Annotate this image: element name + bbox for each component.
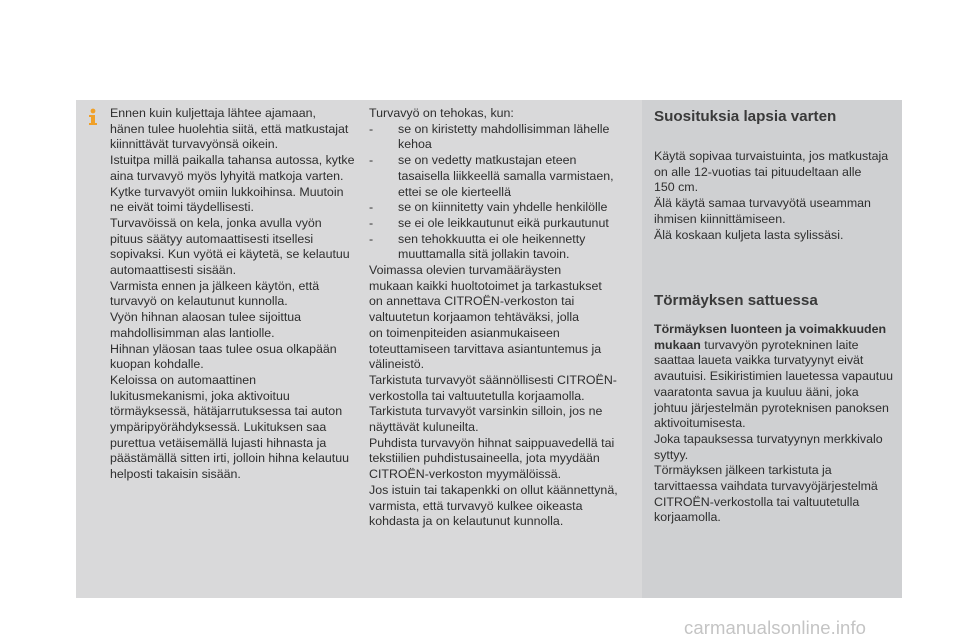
text-line: CITROËN-verkostolla tai valtuutetulla: [654, 494, 860, 509]
collision-bold-line: Törmäyksen luonteen ja voimakkuuden: [654, 322, 887, 336]
bullet-line: [369, 169, 641, 185]
bullet-line: [369, 216, 641, 232]
text-line: helposti takaisin sisään.: [110, 467, 241, 482]
text-line: näyttävät kuluneilta.: [369, 420, 479, 435]
text-line: Voimassa olevien turvamääräysten: [369, 263, 562, 278]
text-line: verkostolla tai valtuutetulla korjaamolla.: [369, 388, 585, 403]
text-line: saattaa laueta vaikka turvatyynyt eivät: [654, 353, 864, 368]
text-line: sopivaksi. Kun vyötä ei käytetä, se kelautuu: [110, 247, 350, 262]
bullet-line: [369, 153, 641, 169]
bullet-dash: -: [369, 215, 374, 230]
text-line: hänen tulee huolehtia siitä, että matkustajat: [110, 121, 349, 136]
bullet-line: [369, 122, 641, 138]
text-line: Vyön hihnan alaosan tulee sijoittua: [110, 310, 302, 325]
collision-mixed-line: mukaan turvavyön pyrotekninen laite: [654, 337, 859, 352]
text-line: Varmista ennen ja jälkeen käytön, että: [110, 278, 320, 293]
text-line: Älä koskaan kuljeta lasta sylissäsi.: [654, 227, 844, 242]
bullet-text: se on vedetty matkustajan eteen: [398, 153, 577, 168]
text-line: pituus säätyy automaattisesti itsellesi: [110, 231, 314, 246]
text-line: valtuutetun korjaamon tehtäväksi, jolla: [369, 310, 580, 325]
watermark: carmanualsonline.info: [684, 617, 867, 638]
text-line: Turvavöissä on kela, jonka avulla vyön: [110, 215, 322, 230]
text-line: välineistö.: [369, 357, 425, 372]
text-line: tekstiilien puhdistusaineella, jota myydään: [369, 451, 600, 466]
text-line: Istuitpa millä paikalla tahansa autossa, kytke: [110, 153, 355, 168]
middle-intro: Turvavyö on tehokas, kun:: [369, 106, 514, 120]
text-line: lukitusmekanismi, joka aktivoituu: [110, 388, 290, 403]
text-line: mahdollisimman alas lantiolle.: [110, 325, 275, 340]
text-line: Tarkistuta turvavyöt varsinkin silloin, jos ne: [369, 404, 603, 419]
text-line: on alle 12-vuotias tai pituudeltaan alle: [654, 164, 862, 179]
text-line: tarvittaessa vaihdata turvavyöjärjestelmä: [654, 479, 878, 494]
bullet-line: [369, 185, 641, 201]
text-line: Ennen kuin kuljettaja lähtee ajamaan,: [110, 106, 316, 120]
bullet-dash: -: [369, 231, 374, 246]
text-line: varmista, että turvavyö kulkee oikeasta: [369, 498, 583, 513]
text-line: Joka tapauksessa turvatyynyn merkkivalo: [654, 431, 883, 446]
text-line: ympäripyörähdyksessä. Lukituksen saa: [110, 420, 327, 435]
text-line: kohdasta ja on kelautunut kunnolla.: [369, 514, 564, 529]
text-line: Käytä sopivaa turvaistuinta, jos matkustaja: [654, 149, 889, 163]
text-line: törmäyksessä, hätäjarrutuksessa tai auton: [110, 404, 343, 419]
bullet-text: ettei se ole kierteellä: [398, 184, 511, 199]
text-line: Hihnan yläosan taas tulee osua olkapään: [110, 341, 337, 356]
text-line: avautuisi. Esikiristimien lauetessa vapautuu: [654, 369, 893, 384]
text-line: on toimenpiteiden asianmukaiseen: [369, 325, 560, 340]
bullet-line: [369, 232, 641, 248]
bullet-line: [369, 137, 641, 153]
text-line: aina turvavyö myös lyhyitä matkoja varten.: [110, 168, 344, 183]
middle-column: [369, 106, 641, 530]
bullet-text: sen tehokkuutta ei ole heikennetty: [398, 231, 586, 246]
text-line: Älä käytä samaa turvavyötä useamman: [654, 196, 871, 211]
text-line: ihmisen kiinnittämiseen.: [654, 211, 786, 226]
text-line: Keloissa on automaattinen: [110, 372, 257, 387]
heading-children-recommendations: Suosituksia lapsia varten: [654, 108, 837, 125]
text-line: toteuttamiseen tarvittava asiantuntemus ja: [369, 341, 602, 356]
text-line: kiinnittävät turvavyönsä oikein.: [110, 137, 279, 152]
left-column: [110, 106, 360, 483]
info-icon: [85, 108, 101, 126]
text-line: purettua vetäisemällä lujasti hihnasta ja: [110, 435, 327, 450]
bullet-text: tasaisella liikkeellä samalla varmistaen,: [398, 168, 614, 183]
text-line: korjaamolla.: [654, 510, 721, 525]
bullet-dash: -: [369, 200, 374, 215]
bullet-line: [369, 247, 641, 263]
children-recommendations-text: [654, 149, 898, 243]
text-line: Jos istuin tai takapenkki on ollut käännettynä,: [369, 482, 618, 497]
bullet-line: [369, 200, 641, 216]
bullet-list: [369, 122, 641, 263]
heading-collision: Törmäyksen sattuessa: [654, 292, 818, 309]
text-line: 150 cm.: [654, 180, 699, 195]
text-line: automaattisesti sisään.: [110, 263, 237, 278]
text-line: Törmäyksen jälkeen tarkistuta ja: [654, 463, 832, 478]
bullet-text: se ei ole leikkautunut eikä purkautunut: [398, 215, 609, 230]
bullet-text: se on kiristetty mahdollisimman lähelle: [398, 121, 610, 136]
text-line: Tarkistuta turvavyöt säännöllisesti CITROËN-: [369, 372, 617, 387]
text-line: turvavyö on kelautunut kunnolla.: [110, 294, 288, 309]
text-line: kuopan kohdalle.: [110, 357, 204, 372]
text-line: Puhdista turvavyön hihnat saippuavedellä tai: [369, 435, 615, 450]
bullet-text: kehoa: [398, 137, 432, 152]
middle-text: [369, 263, 641, 530]
collision-text: [654, 322, 898, 526]
text-line: päästämällä sitten irti, jolloin hihna kelautuu: [110, 451, 350, 466]
text-line: johtuu järjestelmän pyroteknisen panoksen: [654, 400, 889, 415]
text-line: vaaratonta savua ja kuuluu ääni, joka: [654, 384, 859, 399]
bullet-text: muuttamalla sitä jollakin tavoin.: [398, 247, 570, 262]
text-line: ne eivät toimi täydellisesti.: [110, 200, 254, 215]
text-line: mukaan kaikki huoltotoimet ja tarkastukset: [369, 278, 602, 293]
bullet-dash: -: [369, 121, 374, 136]
text-line: on annettava CITROËN-verkoston tai: [369, 294, 575, 309]
text-line: aktivoitumisesta.: [654, 416, 746, 431]
bullet-text: se on kiinnitetty vain yhdelle henkilölle: [398, 200, 608, 215]
text-line: syttyy.: [654, 447, 689, 462]
bullet-dash: -: [369, 153, 374, 168]
text-line: Kytke turvavyöt omiin lukkoihinsa. Muutoin: [110, 184, 344, 199]
text-line: CITROËN-verkoston myymälöissä.: [369, 467, 562, 482]
